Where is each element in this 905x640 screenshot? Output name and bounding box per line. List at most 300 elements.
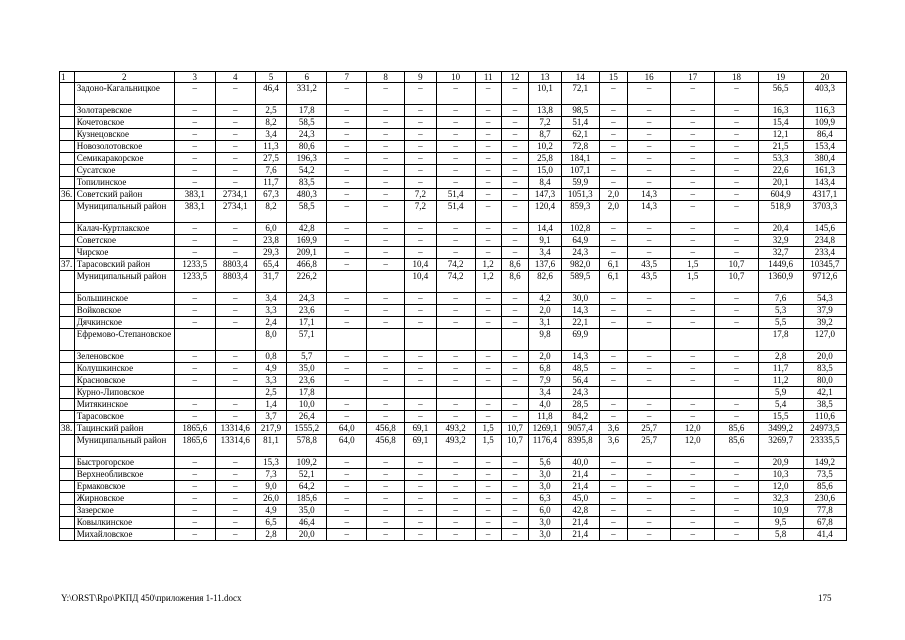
table-cell: 3269,7 — [758, 435, 803, 457]
table-cell: – — [501, 117, 528, 129]
table-cell: 56,4 — [561, 375, 599, 387]
table-cell: – — [501, 83, 528, 105]
row-number — [60, 493, 75, 505]
table-cell: – — [715, 83, 758, 105]
table-cell: – — [215, 469, 255, 481]
table-cell: 51,4 — [436, 201, 475, 223]
table-cell: – — [405, 493, 437, 505]
table-cell: – — [599, 517, 627, 529]
table-cell: 3,0 — [529, 481, 562, 493]
table-cell: – — [367, 305, 405, 317]
table-cell: 6,0 — [255, 223, 287, 235]
table-cell: 10,0 — [287, 399, 327, 411]
table-cell: 59,9 — [561, 177, 599, 189]
table-cell: 1,4 — [255, 399, 287, 411]
table-cell: – — [174, 399, 215, 411]
table-cell: 85,6 — [715, 423, 758, 435]
table-cell: 10,3 — [758, 469, 803, 481]
table-cell: – — [174, 165, 215, 177]
table-cell: 2,5 — [255, 387, 287, 399]
table-cell: 14,3 — [628, 201, 671, 223]
table-row — [60, 293, 847, 305]
table-cell: 25,7 — [628, 435, 671, 457]
table-cell: – — [215, 411, 255, 423]
table-cell: 859,3 — [561, 201, 599, 223]
table-cell: – — [405, 177, 437, 189]
table-cell: – — [436, 141, 475, 153]
table-cell: – — [436, 481, 475, 493]
table-cell: 0,8 — [255, 351, 287, 363]
table-row — [60, 247, 847, 259]
table-cell: 56,5 — [758, 83, 803, 105]
table-cell: – — [715, 247, 758, 259]
table-cell: 28,5 — [561, 399, 599, 411]
table-cell: 10,4 — [405, 271, 437, 293]
table-cell — [599, 387, 627, 399]
table-cell: – — [174, 529, 215, 541]
table-cell: 493,2 — [436, 435, 475, 457]
table-cell: – — [671, 129, 715, 141]
table-cell: – — [475, 517, 501, 529]
table-row — [60, 529, 847, 541]
column-number: 15 — [599, 72, 627, 83]
table-cell: – — [628, 247, 671, 259]
row-number — [60, 457, 75, 469]
table-cell: 184,1 — [561, 153, 599, 165]
column-number: 12 — [501, 72, 528, 83]
table-cell: – — [671, 165, 715, 177]
table-cell: 72,1 — [561, 83, 599, 105]
row-name: Топилинское — [74, 177, 174, 189]
table-cell: 43,5 — [628, 259, 671, 271]
table-cell: 42,1 — [803, 387, 846, 399]
table-cell: – — [436, 153, 475, 165]
table-cell: 45,0 — [561, 493, 599, 505]
table-cell: – — [436, 317, 475, 329]
table-cell: – — [436, 399, 475, 411]
row-number — [60, 105, 75, 117]
table-cell — [715, 387, 758, 399]
table-cell: 4,9 — [255, 505, 287, 517]
table-cell: 1865,6 — [174, 423, 215, 435]
table-cell — [628, 387, 671, 399]
row-number — [60, 399, 75, 411]
table-cell: – — [174, 129, 215, 141]
column-number: 4 — [215, 72, 255, 83]
table-cell: 7,6 — [255, 165, 287, 177]
table-row — [60, 201, 847, 223]
table-cell: – — [367, 223, 405, 235]
table-cell: – — [215, 363, 255, 375]
table-cell: 74,2 — [436, 259, 475, 271]
row-number — [60, 317, 75, 329]
table-cell: 17,8 — [287, 387, 327, 399]
table-cell: 4,2 — [529, 293, 562, 305]
table-cell: 12,1 — [758, 129, 803, 141]
row-name: Тарасовский район — [74, 259, 174, 271]
row-number — [60, 305, 75, 317]
table-cell: 7,9 — [529, 375, 562, 387]
table-row — [60, 129, 847, 141]
table-cell: 1233,5 — [174, 271, 215, 293]
table-cell: – — [715, 305, 758, 317]
table-cell: 41,4 — [803, 529, 846, 541]
table-cell: – — [405, 105, 437, 117]
table-cell: – — [436, 457, 475, 469]
table-row — [60, 481, 847, 493]
table-cell: 2,8 — [758, 351, 803, 363]
table-cell — [327, 329, 367, 351]
table-cell: – — [367, 177, 405, 189]
table-cell: 3499,2 — [758, 423, 803, 435]
table-cell: – — [405, 481, 437, 493]
table-cell: 10,7 — [715, 271, 758, 293]
table-cell: 3,0 — [529, 529, 562, 541]
table-cell: 9,5 — [758, 517, 803, 529]
table-cell: 73,5 — [803, 469, 846, 481]
table-cell: – — [671, 517, 715, 529]
table-cell: – — [215, 317, 255, 329]
table-cell: – — [367, 375, 405, 387]
table-cell: 65,4 — [255, 259, 287, 271]
table-cell: – — [715, 469, 758, 481]
table-cell: – — [501, 293, 528, 305]
table-cell: – — [215, 457, 255, 469]
row-name: Жирновское — [74, 493, 174, 505]
row-name: Ефремово-Степановское — [74, 329, 174, 351]
table-cell: 2,8 — [255, 529, 287, 541]
table-cell: – — [327, 235, 367, 247]
table-cell: – — [628, 481, 671, 493]
footer-file-path: Y:\ORST\Rpo\РКПД 450\приложения 1-11.docx — [61, 593, 242, 603]
table-cell: 26,0 — [255, 493, 287, 505]
table-cell: – — [367, 247, 405, 259]
table-cell: 2734,1 — [215, 201, 255, 223]
table-cell: 86,4 — [803, 129, 846, 141]
table-cell: – — [501, 201, 528, 223]
table-cell: – — [475, 117, 501, 129]
row-number — [60, 411, 75, 423]
table-cell: 456,8 — [367, 423, 405, 435]
table-cell: 24,3 — [287, 129, 327, 141]
table-cell: 6,1 — [599, 271, 627, 293]
table-cell: 83,5 — [287, 177, 327, 189]
table-cell: – — [475, 153, 501, 165]
table-cell: 578,8 — [287, 435, 327, 457]
table-cell: – — [715, 129, 758, 141]
table-cell: 27,5 — [255, 153, 287, 165]
row-name: Дячкинское — [74, 317, 174, 329]
table-cell: – — [475, 481, 501, 493]
table-cell: – — [405, 305, 437, 317]
table-cell: 217,9 — [255, 423, 287, 435]
table-cell: – — [327, 189, 367, 201]
row-number: 38. — [61, 423, 73, 433]
table-cell: 24,3 — [561, 247, 599, 259]
table-cell: – — [327, 411, 367, 423]
row-name: Семикаракорское — [74, 153, 174, 165]
table-cell: – — [475, 493, 501, 505]
table-cell: 15,5 — [758, 411, 803, 423]
table-cell: 11,7 — [758, 363, 803, 375]
table-cell — [671, 387, 715, 399]
table-cell: 11,3 — [255, 141, 287, 153]
column-number: 20 — [803, 72, 846, 83]
table-cell: 6,0 — [529, 505, 562, 517]
table-cell: – — [671, 141, 715, 153]
table-cell: 230,6 — [803, 493, 846, 505]
table-row — [60, 423, 847, 435]
table-row — [60, 83, 847, 105]
row-number: 36. — [61, 189, 73, 199]
table-cell: – — [501, 305, 528, 317]
table-cell: 149,2 — [803, 457, 846, 469]
table-cell: – — [215, 517, 255, 529]
table-cell: – — [367, 165, 405, 177]
table-cell: – — [501, 129, 528, 141]
row-name: Верхнеобливское — [74, 469, 174, 481]
table-cell: 6,1 — [599, 259, 627, 271]
table-cell: – — [174, 317, 215, 329]
table-cell: – — [436, 105, 475, 117]
table-cell: – — [671, 317, 715, 329]
table-cell: – — [599, 529, 627, 541]
table-cell: 9712,6 — [803, 271, 846, 293]
table-row — [60, 305, 847, 317]
table-cell: – — [436, 293, 475, 305]
table-cell: 2734,1 — [215, 189, 255, 201]
table-cell: 9,1 — [529, 235, 562, 247]
table-cell: 10,9 — [758, 505, 803, 517]
table-cell: 5,8 — [758, 529, 803, 541]
column-number: 13 — [529, 72, 562, 83]
row-number — [60, 351, 75, 363]
table-cell: – — [599, 317, 627, 329]
table-cell: – — [215, 105, 255, 117]
table-row — [60, 105, 847, 117]
table-cell: – — [174, 235, 215, 247]
table-cell: – — [436, 517, 475, 529]
row-name: Зеленовское — [74, 351, 174, 363]
table-cell: 14,3 — [561, 351, 599, 363]
table-cell: – — [367, 235, 405, 247]
row-name: Михайловское — [74, 529, 174, 541]
table-cell: 383,1 — [174, 201, 215, 223]
table-cell — [367, 329, 405, 351]
row-number — [60, 223, 75, 235]
table-cell: – — [405, 165, 437, 177]
table-cell: 25,7 — [628, 423, 671, 435]
table-cell: 32,9 — [758, 235, 803, 247]
table-cell: – — [475, 469, 501, 481]
table-cell: – — [671, 235, 715, 247]
table-cell: – — [367, 517, 405, 529]
table-cell: 1555,2 — [287, 423, 327, 435]
table-cell: – — [599, 235, 627, 247]
table-cell: – — [628, 235, 671, 247]
table-cell: – — [475, 235, 501, 247]
table-cell: – — [501, 375, 528, 387]
table-cell: 127,0 — [803, 329, 846, 351]
table-cell: 31,7 — [255, 271, 287, 293]
table-cell: – — [174, 293, 215, 305]
table-cell: 24,3 — [287, 293, 327, 305]
table-cell: – — [327, 493, 367, 505]
table-cell — [215, 329, 255, 351]
table-cell: 23,6 — [287, 305, 327, 317]
table-cell: – — [501, 247, 528, 259]
row-name: Калач-Куртлакское — [74, 223, 174, 235]
table-cell: 3,0 — [529, 469, 562, 481]
table-cell: – — [174, 153, 215, 165]
table-cell: – — [501, 317, 528, 329]
table-cell: – — [599, 469, 627, 481]
table-cell: – — [628, 141, 671, 153]
table-cell — [671, 329, 715, 351]
table-cell: 69,9 — [561, 329, 599, 351]
table-cell: – — [671, 177, 715, 189]
table-cell: 35,0 — [287, 363, 327, 375]
table-cell: – — [405, 399, 437, 411]
table-cell: – — [599, 351, 627, 363]
table-cell: 120,4 — [529, 201, 562, 223]
row-number — [60, 363, 75, 375]
row-number — [60, 247, 75, 259]
table-cell: – — [599, 177, 627, 189]
table-cell: – — [215, 247, 255, 259]
table-cell: 24,3 — [561, 387, 599, 399]
table-cell: – — [405, 117, 437, 129]
table-cell: 169,9 — [287, 235, 327, 247]
table-cell: 11,7 — [255, 177, 287, 189]
table-cell: – — [327, 259, 367, 271]
table-cell: – — [671, 305, 715, 317]
table-cell: – — [327, 363, 367, 375]
table-cell: 20,0 — [803, 351, 846, 363]
table-cell: – — [715, 457, 758, 469]
table-cell: 6,3 — [529, 493, 562, 505]
table-cell: – — [599, 399, 627, 411]
table-cell: 58,5 — [287, 117, 327, 129]
table-cell: 10,7 — [501, 423, 528, 435]
table-cell: 7,2 — [405, 189, 437, 201]
row-number: 37. — [61, 259, 73, 269]
table-cell: 5,6 — [529, 457, 562, 469]
table-cell: 3,4 — [255, 129, 287, 141]
table-cell: 8,4 — [529, 177, 562, 189]
row-name: Колушкинское — [74, 363, 174, 375]
table-cell: – — [715, 411, 758, 423]
table-cell: – — [715, 165, 758, 177]
table-cell: 589,5 — [561, 271, 599, 293]
table-row — [60, 411, 847, 423]
table-cell: 74,2 — [436, 271, 475, 293]
column-number: 18 — [715, 72, 758, 83]
table-cell: 518,9 — [758, 201, 803, 223]
table-cell: – — [628, 117, 671, 129]
table-cell: – — [215, 153, 255, 165]
table-cell: – — [436, 129, 475, 141]
table-cell: 1360,9 — [758, 271, 803, 293]
table-cell: – — [174, 141, 215, 153]
table-cell: – — [475, 223, 501, 235]
table-cell: – — [599, 305, 627, 317]
table-cell: 4,9 — [255, 363, 287, 375]
table-cell: – — [475, 189, 501, 201]
table-cell: 9,0 — [255, 481, 287, 493]
table-cell: – — [475, 351, 501, 363]
table-cell: – — [628, 177, 671, 189]
row-name: Задоно-Кагальницкое — [74, 83, 174, 105]
table-cell: – — [715, 153, 758, 165]
table-cell — [367, 271, 405, 293]
table-cell: – — [215, 83, 255, 105]
table-cell: 21,4 — [561, 517, 599, 529]
table-cell: – — [367, 117, 405, 129]
table-cell: – — [599, 247, 627, 259]
table-cell: – — [405, 529, 437, 541]
table-cell: – — [715, 141, 758, 153]
table-cell: 1269,1 — [529, 423, 562, 435]
table-cell: – — [367, 505, 405, 517]
table-cell: – — [327, 105, 367, 117]
table-cell: – — [174, 105, 215, 117]
table-body — [60, 72, 847, 541]
table-cell: 10,2 — [529, 141, 562, 153]
table-cell: – — [475, 83, 501, 105]
table-cell: 8,6 — [501, 271, 528, 293]
table-cell: – — [327, 517, 367, 529]
row-number — [60, 293, 75, 305]
table-cell: – — [327, 399, 367, 411]
table-cell: 77,8 — [803, 505, 846, 517]
table-cell: 1,5 — [671, 271, 715, 293]
table-cell: – — [475, 141, 501, 153]
table-cell: – — [501, 399, 528, 411]
table-cell: – — [327, 83, 367, 105]
table-cell: 21,4 — [561, 481, 599, 493]
table-cell: 1176,4 — [529, 435, 562, 457]
table-row — [60, 363, 847, 375]
table-cell: – — [671, 201, 715, 223]
table-cell — [174, 329, 215, 351]
table-cell: – — [327, 481, 367, 493]
table-cell: – — [327, 351, 367, 363]
table-cell: 5,5 — [758, 317, 803, 329]
table-cell: – — [599, 83, 627, 105]
row-name: Зазерское — [74, 505, 174, 517]
table-cell: – — [405, 129, 437, 141]
table-cell: – — [174, 305, 215, 317]
table-cell: – — [599, 375, 627, 387]
table-cell: – — [501, 235, 528, 247]
table-cell: 982,0 — [561, 259, 599, 271]
table-cell: 10,7 — [501, 435, 528, 457]
data-table — [59, 71, 847, 541]
table-cell: – — [174, 375, 215, 387]
table-cell: – — [671, 247, 715, 259]
table-cell: 80,0 — [803, 375, 846, 387]
table-cell: – — [475, 363, 501, 375]
table-cell: – — [501, 177, 528, 189]
table-cell: – — [405, 153, 437, 165]
table-cell: – — [405, 411, 437, 423]
table-cell: – — [599, 141, 627, 153]
table-row — [60, 505, 847, 517]
table-cell: – — [327, 223, 367, 235]
table-cell: – — [599, 481, 627, 493]
table-cell: – — [475, 399, 501, 411]
